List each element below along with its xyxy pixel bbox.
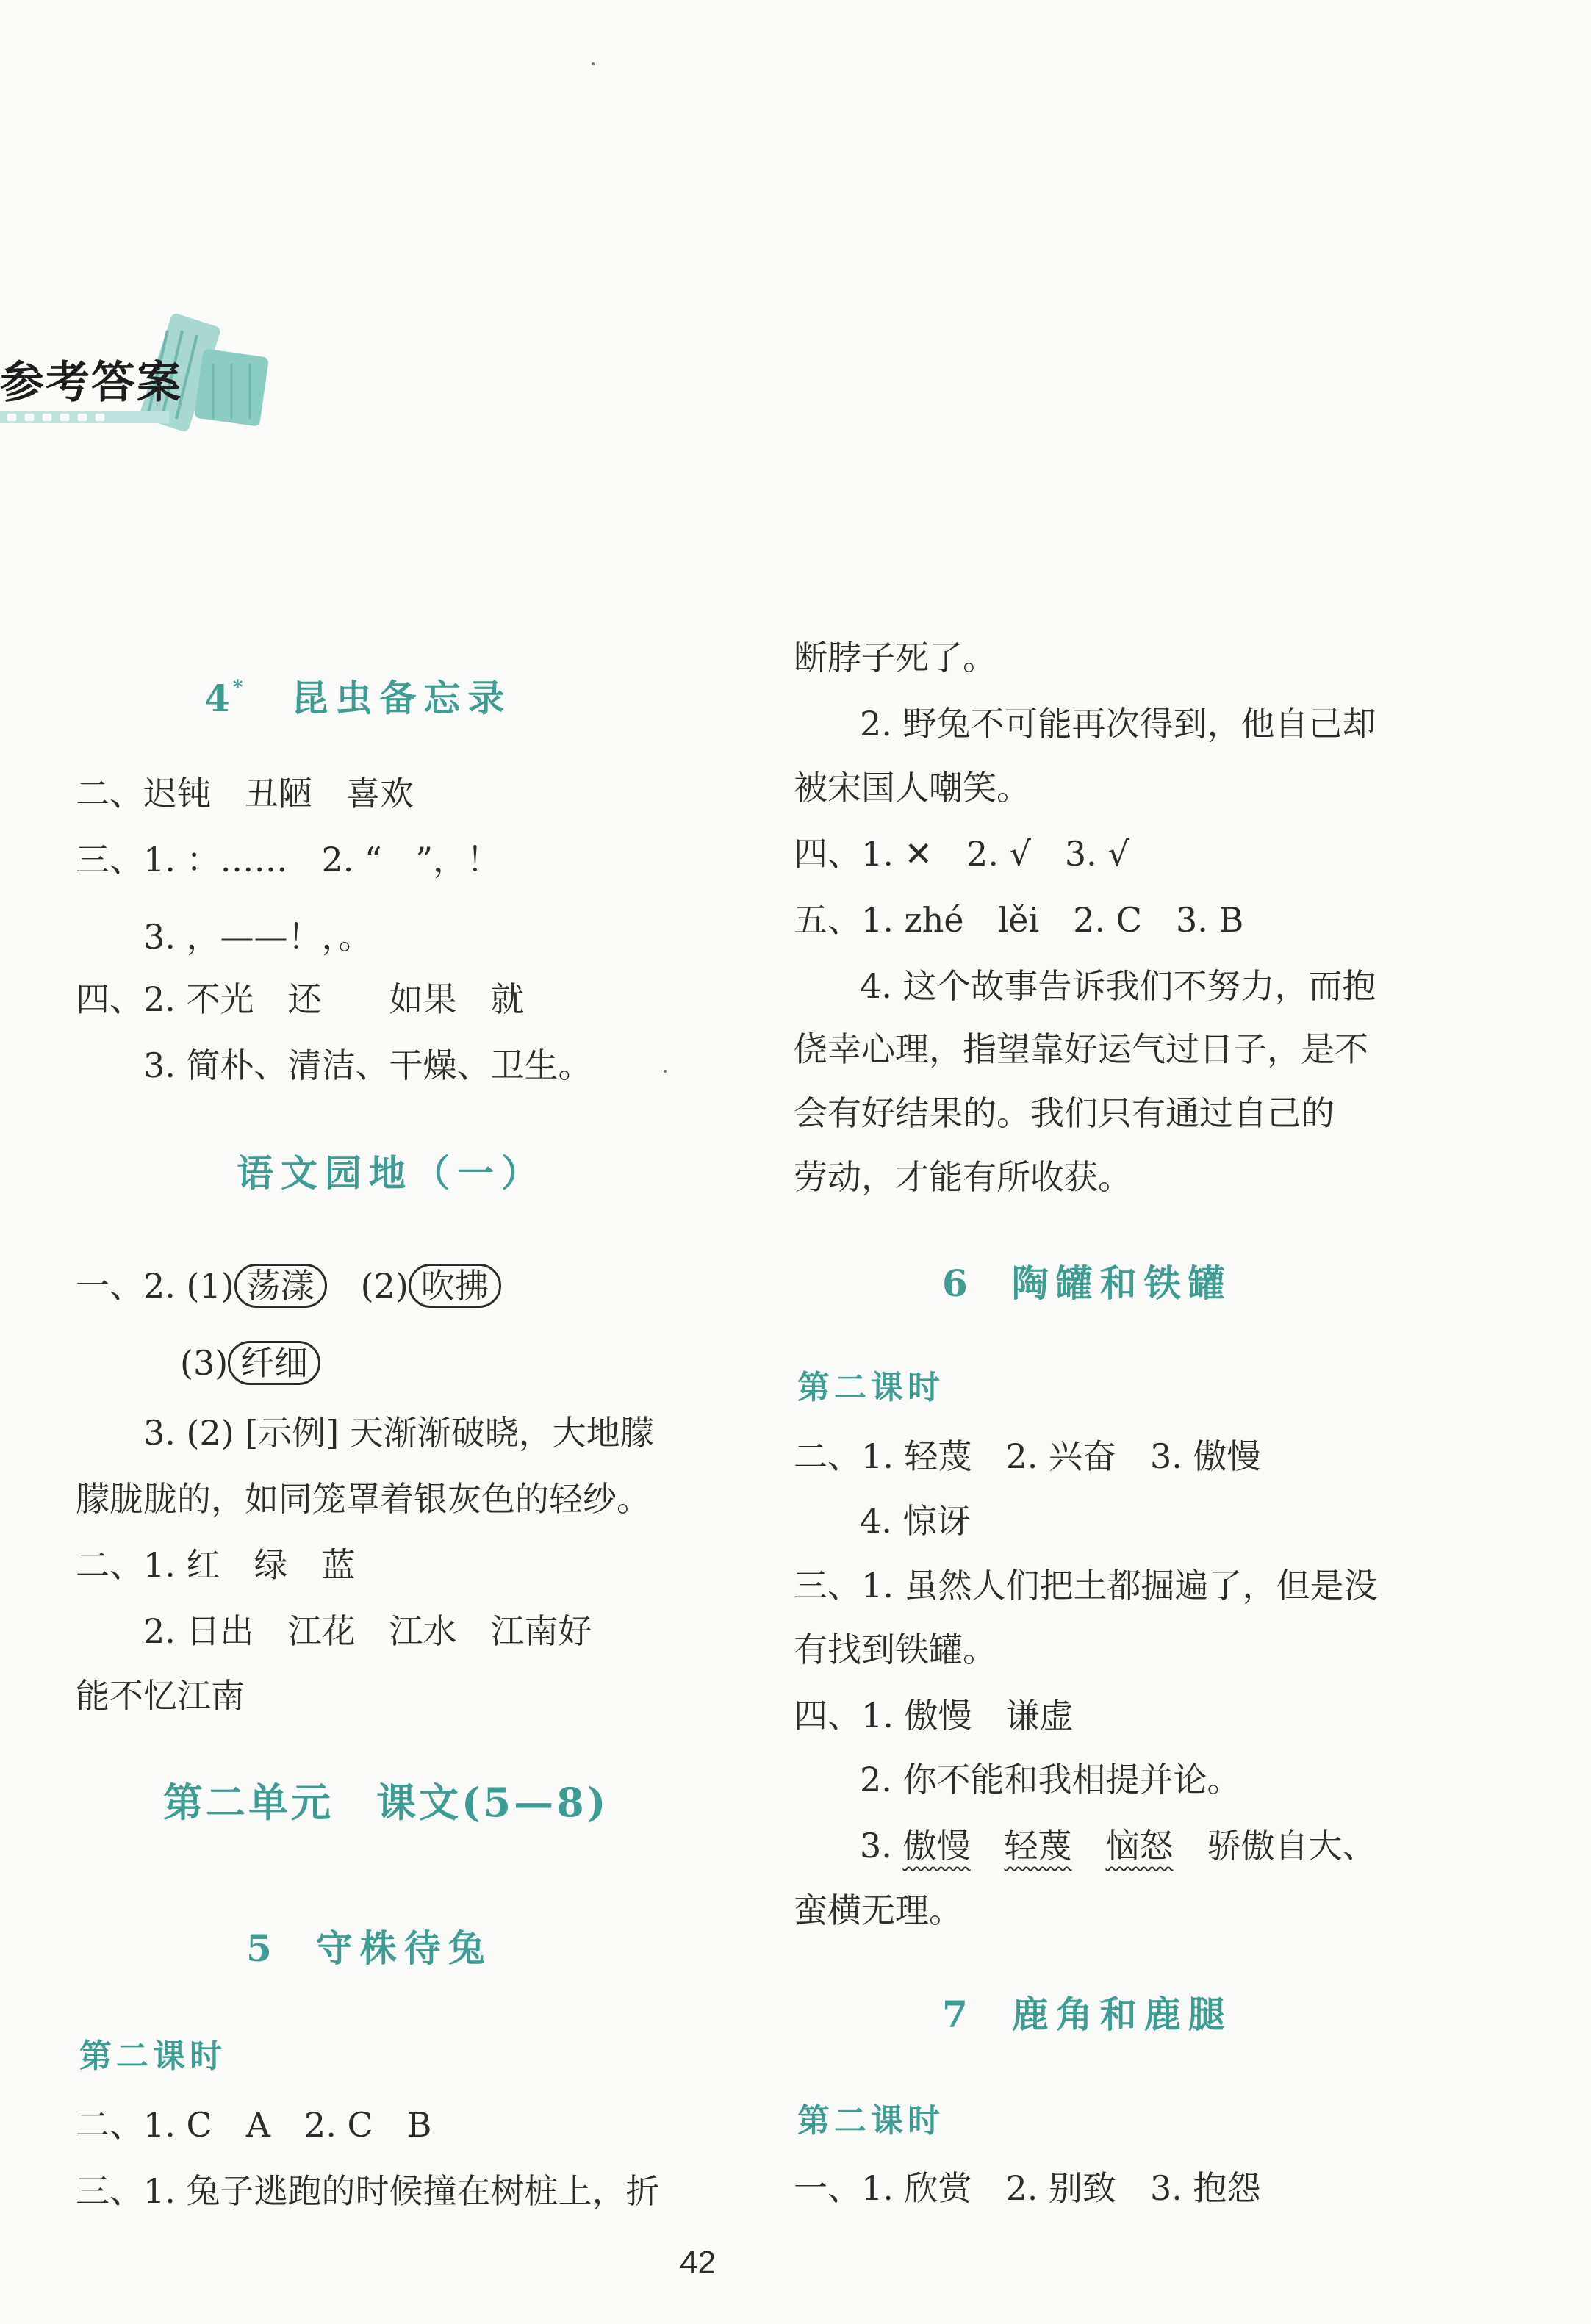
- answer-line: 能不忆江南: [76, 1676, 245, 1716]
- answer-line: 蛮横无理。: [794, 1891, 963, 1930]
- section-heading-yuwen: 语文园地（一）: [237, 1151, 545, 1195]
- lesson-6-heading: [942, 1260, 1232, 1307]
- answer-line: 四、1. 傲慢 谦虚: [794, 1696, 1074, 1735]
- text: 骄傲自大、: [1207, 1826, 1376, 1866]
- speck: [592, 62, 595, 65]
- answer-line: 三、1. 虽然人们把土都掘遍了，但是没: [794, 1566, 1378, 1605]
- wavy-underlined-word: 恼怒: [1105, 1826, 1174, 1866]
- answer-line: 会有好结果的。我们只有通过自己的: [794, 1093, 1335, 1133]
- subheading-period: 第二课时: [79, 2037, 226, 2075]
- wavy-underlined-word: 轻蔑: [1004, 1826, 1072, 1866]
- lesson-number: 7: [942, 1993, 968, 2036]
- unit-heading: 第二单元 课文(5—8): [163, 1779, 609, 1826]
- speck: [664, 1070, 667, 1073]
- lesson-star: *: [232, 677, 251, 699]
- answer-line: 3. ，——！，。: [143, 917, 373, 957]
- lesson-5-heading: [246, 1925, 492, 1972]
- text: 一、2. (1): [76, 1266, 234, 1306]
- logo-text: 参考答案: [0, 357, 182, 409]
- answer-line: [76, 1264, 501, 1308]
- circled-answer: 荡漾: [234, 1264, 327, 1308]
- answer-line: 有找到铁罐。: [794, 1630, 996, 1669]
- lesson-4-heading: [204, 669, 511, 722]
- lesson-7-heading: [942, 1991, 1232, 2038]
- answer-line: 劳动，才能有所收获。: [794, 1157, 1132, 1197]
- answer-line: 一、1. 欣赏 2. 别致 3. 抱怨: [794, 2168, 1261, 2208]
- lesson-title: 守株待兔: [315, 1927, 492, 1970]
- lesson-number: 4: [204, 676, 230, 720]
- answer-key-logo: [0, 309, 279, 433]
- subheading-period: 第二课时: [797, 1369, 944, 1406]
- circled-answer: 吹拂: [409, 1264, 501, 1308]
- subheading-period: 第二课时: [797, 2102, 944, 2140]
- answer-line: 四、1. ✕ 2. √ 3. √: [794, 834, 1129, 874]
- text: 3.: [860, 1826, 903, 1866]
- answer-line: 侥幸心理，指望靠好运气过日子，是不: [794, 1029, 1368, 1069]
- answer-line: 朦胧胧的，如同笼罩着银灰色的轻纱。: [76, 1479, 650, 1519]
- answer-line: 五、1. zhé lěi 2. C 3. B: [794, 900, 1244, 940]
- answer-line: 二、迟钝 丑陋 喜欢: [76, 774, 414, 813]
- circled-answer: 纤细: [228, 1341, 320, 1385]
- answer-line: 被宋国人嘲笑。: [794, 768, 1030, 807]
- answer-line: 4. 惊讶: [860, 1501, 971, 1541]
- answer-line: 断脖子死了。: [794, 638, 996, 677]
- answer-line: 3. (2) [示例] 天渐渐破晓，大地朦: [143, 1413, 654, 1453]
- answer-line: 2. 野兔不可能再次得到，他自己却: [860, 704, 1376, 744]
- answer-line: 2. 你不能和我相提并论。: [860, 1760, 1241, 1799]
- text: (2): [326, 1266, 409, 1306]
- answer-line: 三、1. ：…… 2. “ ”，！: [76, 840, 501, 879]
- answer-line: 二、1. 轻蔑 2. 兴奋 3. 傲慢: [794, 1436, 1261, 1476]
- answer-line: [860, 1824, 1376, 1868]
- answer-line: 4. 这个故事告诉我们不努力，而抱: [860, 966, 1376, 1006]
- answer-line: 三、1. 兔子逃跑的时候撞在树桩上，折: [76, 2171, 660, 2211]
- answer-line: 2. 日出 江花 江水 江南好: [143, 1611, 592, 1651]
- lesson-title: 昆虫备忘录: [291, 676, 512, 720]
- wavy-underlined-word: 傲慢: [902, 1826, 971, 1866]
- lesson-number: 6: [942, 1262, 968, 1305]
- lesson-number: 5: [246, 1927, 272, 1970]
- answer-line: [180, 1341, 320, 1385]
- page-number: 42: [680, 2245, 716, 2281]
- lesson-title: 鹿角和鹿腿: [1011, 1993, 1232, 2036]
- answer-line: 二、1. C A 2. C B: [76, 2105, 432, 2145]
- text: (3): [180, 1343, 229, 1383]
- answer-line: 二、1. 红 绿 蓝: [76, 1545, 356, 1585]
- answer-line: 3. 简朴、清洁、干燥、卫生。: [143, 1046, 592, 1085]
- answer-line: 四、2. 不光 还 如果 就: [76, 979, 525, 1019]
- lesson-title: 陶罐和铁罐: [1011, 1262, 1232, 1305]
